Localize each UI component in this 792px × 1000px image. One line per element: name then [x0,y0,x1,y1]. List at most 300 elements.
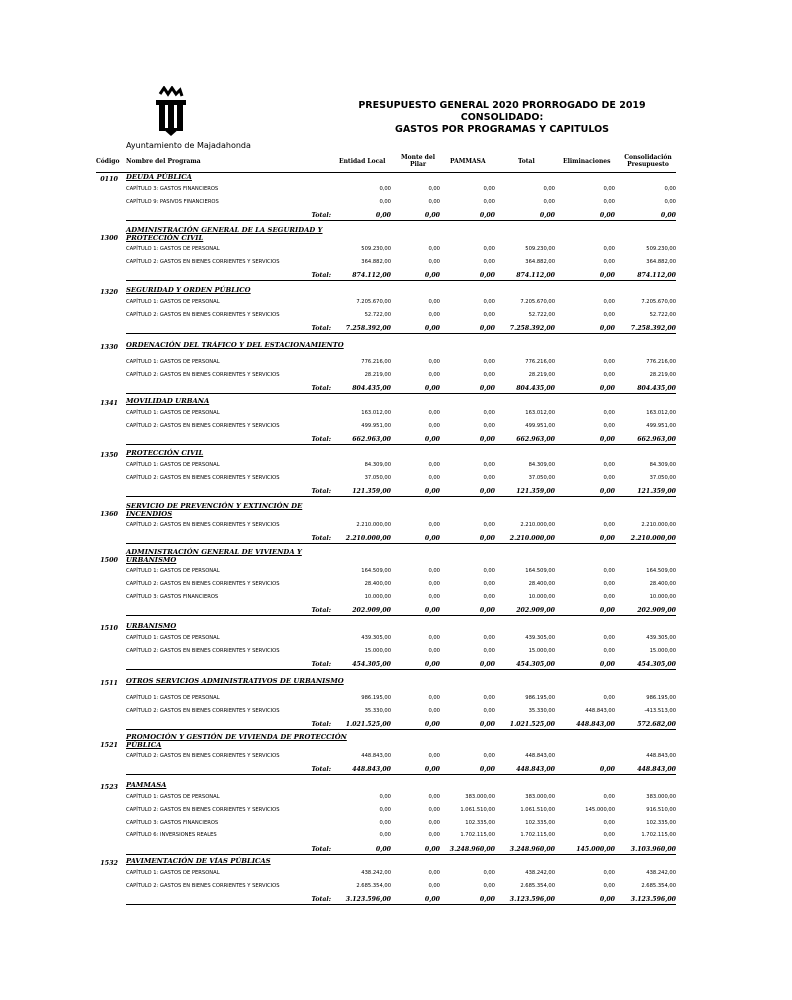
total-label: Total: [311,845,331,853]
total-value: 0,00 [424,721,440,729]
program-code: 1523 [100,783,118,791]
chapter-label: CAPÍTULO 3: GASTOS FINANCIEROS [126,593,219,600]
chapter-value: 1.702.115,00 [460,832,495,839]
program-rule [126,333,676,334]
total-value: 0,00 [424,212,440,220]
program-code: 1500 [100,556,118,564]
chapter-value: 28.219,00 [364,371,391,378]
chapter-value: 448.843,00 [361,753,391,759]
total-value: 0,00 [424,488,440,496]
program-code: 1360 [100,510,118,518]
total-label: Total: [311,896,331,904]
chapter-value: -413.513,00 [644,707,676,714]
chapter-value: 0,00 [428,695,440,701]
program-title: PÚBLICA [126,741,162,749]
chapter-label: CAPÍTULO 1: GASTOS DE PERSONAL [126,462,220,468]
chapter-value: 2.685.354,00 [520,882,555,889]
total-value: 0,00 [599,385,615,393]
chapter-value: 438.242,00 [525,870,555,876]
total-value: 0,00 [479,436,495,444]
chapter-value: 0,00 [428,580,440,587]
chapter-value: 1.702.115,00 [641,832,676,839]
chapter-value: 499.951,00 [525,422,555,429]
total-value: 0,00 [479,325,495,333]
program-rule [126,774,676,775]
total-value: 2.210.000,00 [630,535,676,543]
chapter-value: 509.230,00 [361,246,391,252]
chapter-label: CAPÍTULO 1: GASTOS DE PERSONAL [126,635,220,641]
chapter-value: 0,00 [428,359,440,365]
program-title: PAMMASA [126,781,167,789]
chapter-value: 0,00 [379,186,391,192]
chapter-value: 448.843,00 [585,707,615,714]
col-header-consolidacion-2: Presupuesto [627,161,669,168]
chapter-value: 0,00 [428,371,440,378]
total-value: 2.210.000,00 [345,535,391,543]
chapter-value: 0,00 [379,819,391,826]
program-rule [126,280,676,281]
total-value: 1.021.525,00 [509,721,555,729]
total-value: 0,00 [599,766,615,774]
chapter-label: CAPÍTULO 2: GASTOS EN BIENES CORRIENTES Y SERVICIOS [126,580,280,587]
chapter-value: 0,00 [428,753,440,759]
chapter-value: 438.242,00 [646,870,676,876]
total-value: 0,00 [479,766,495,774]
chapter-value: 28.400,00 [364,580,391,587]
col-header-eliminaciones: Eliminaciones [563,158,611,165]
chapter-value: 164.509,00 [525,568,555,574]
total-value: 0,00 [375,212,391,220]
chapter-value: 0,00 [428,707,440,714]
col-header-consolidacion [620,154,676,168]
total-value: 202.909,00 [352,606,391,614]
chapter-value: 10.000,00 [364,593,391,600]
chapter-value: 0,00 [483,246,495,252]
chapter-value: 0,00 [603,186,615,192]
total-value: 662.963,00 [637,436,676,444]
chapter-label: CAPÍTULO 2: GASTOS EN BIENES CORRIENTES Y SERVICIOS [126,311,280,318]
chapter-value: 0,00 [543,186,555,192]
chapter-value: 0,00 [428,568,440,574]
chapter-value: 1.061.510,00 [460,806,495,813]
chapter-value: 383.000,00 [646,794,676,800]
program-code: 1511 [100,679,118,687]
chapter-value: 84.309,00 [649,462,676,468]
total-value: 454.305,00 [352,661,391,669]
total-value: 3.103.960,00 [630,845,676,853]
total-label: Total: [311,325,331,333]
total-value: 0,00 [479,385,495,393]
chapter-value: 52.722,00 [364,311,391,318]
total-value: 3.123.596,00 [630,896,676,904]
total-value: 3.123.596,00 [345,896,391,904]
chapter-value: 0,00 [603,462,615,468]
chapter-value: 102.335,00 [646,819,676,826]
total-value: 0,00 [424,845,440,853]
chapter-value: 0,00 [379,794,391,800]
chapter-value: 0,00 [603,580,615,587]
chapter-value: 0,00 [603,371,615,378]
chapter-value: 0,00 [483,707,495,714]
total-value: 0,00 [599,896,615,904]
chapter-value: 0,00 [379,198,391,205]
total-value: 202.909,00 [637,606,676,614]
total-value: 0,00 [599,535,615,543]
chapter-value: 0,00 [428,794,440,800]
chapter-value: 0,00 [428,299,440,305]
chapter-label: CAPÍTULO 3: GASTOS FINANCIEROS [126,186,219,192]
total-value: 448.843,00 [576,721,615,729]
chapter-value: 0,00 [603,522,615,528]
chapter-value: 0,00 [603,299,615,305]
chapter-value: 0,00 [483,474,495,481]
total-value: 0,00 [479,606,495,614]
total-value: 454.305,00 [516,661,555,669]
col-header-total: Total [518,158,535,165]
program-title: SEGURIDAD Y ORDEN PÚBLICO [126,286,251,294]
chapter-value: 10.000,00 [649,593,676,600]
chapter-value: 0,00 [603,198,615,205]
chapter-value: 52.722,00 [649,311,676,318]
chapter-value: 0,00 [428,410,440,416]
chapter-value: 52.722,00 [528,311,555,318]
chapter-value: 0,00 [428,522,440,528]
chapter-value: 2.210.000,00 [356,522,391,528]
chapter-value: 164.509,00 [646,568,676,574]
chapter-label: CAPÍTULO 2: GASTOS EN BIENES CORRIENTES Y SERVICIOS [126,647,280,654]
program-title: ORDENACIÓN DEL TRÁFICO Y DEL ESTACIONAMIENTO [126,341,344,349]
document-title [330,100,674,136]
chapter-value: 439.305,00 [646,635,676,641]
program-title: INCENDIOS [126,510,173,518]
program-title: OTROS SERVICIOS ADMINISTRATIVOS DE URBANISMO [126,677,344,685]
chapter-value: 28.400,00 [649,580,676,587]
total-label: Total: [311,212,331,220]
chapter-value: 0,00 [603,422,615,429]
chapter-label: CAPÍTULO 9: PASIVOS FINANCIEROS [126,198,219,205]
chapter-value: 0,00 [483,753,495,759]
total-value: 0,00 [660,212,676,220]
chapter-value: 102.335,00 [525,819,555,826]
chapter-label: CAPÍTULO 2: GASTOS EN BIENES CORRIENTES Y SERVICIOS [126,474,280,481]
program-rule [126,220,676,221]
chapter-label: CAPÍTULO 1: GASTOS DE PERSONAL [126,410,220,416]
total-value: 0,00 [539,212,555,220]
chapter-value: 0,00 [483,258,495,265]
chapter-value: 776.216,00 [525,359,555,365]
chapter-value: 35.330,00 [364,707,391,714]
chapter-value: 163.012,00 [361,410,391,416]
chapter-value: 28.219,00 [649,371,676,378]
program-code: 1330 [100,343,118,351]
total-value: 0,00 [599,606,615,614]
col-header-codigo: Código [96,158,120,165]
total-value: 0,00 [424,766,440,774]
total-value: 0,00 [424,385,440,393]
chapter-value: 0,00 [603,870,615,876]
program-code: 1300 [100,234,118,242]
chapter-value: 15.000,00 [528,647,555,654]
chapter-value: 10.000,00 [528,593,555,600]
total-value: 7.258.392,00 [345,325,391,333]
col-header-nombre: Nombre del Programa [126,158,201,165]
total-value: 0,00 [479,272,495,280]
total-value: 2.210.000,00 [509,535,555,543]
total-value: 572.682,00 [637,721,676,729]
chapter-label: CAPÍTULO 2: GASTOS EN BIENES CORRIENTES Y SERVICIOS [126,753,280,759]
chapter-value: 916.510,00 [646,806,676,813]
program-title: PROMOCIÓN Y GESTIÓN DE VIVIENDA DE PROTECCIÓN [126,733,347,741]
chapter-value: 0,00 [428,832,440,839]
total-value: 0,00 [599,272,615,280]
program-code: 1521 [100,741,118,749]
chapter-value: 0,00 [483,568,495,574]
chapter-value: 28.400,00 [528,580,555,587]
chapter-value: 0,00 [428,593,440,600]
chapter-value: 37.050,00 [649,474,676,481]
total-value: 145.000,00 [576,845,615,853]
chapter-value: 0,00 [483,299,495,305]
program-code: 1510 [100,624,118,632]
chapter-value: 0,00 [603,882,615,889]
chapter-value: 0,00 [603,695,615,701]
total-label: Total: [311,661,331,669]
chapter-value: 0,00 [483,593,495,600]
program-code: 1341 [100,399,118,407]
total-value: 0,00 [479,661,495,669]
chapter-value: 0,00 [483,198,495,205]
total-value: 874.112,00 [637,272,676,280]
chapter-value: 15.000,00 [649,647,676,654]
col-header-monte-2: Pilar [409,161,427,168]
chapter-value: 102.335,00 [465,819,495,826]
total-value: 0,00 [599,661,615,669]
chapter-label: CAPÍTULO 2: GASTOS EN BIENES CORRIENTES Y SERVICIOS [126,707,280,714]
total-value: 0,00 [479,488,495,496]
majadahonda-logo-icon [150,86,192,138]
chapter-value: 2.685.354,00 [641,882,676,889]
chapter-value: 0,00 [428,870,440,876]
chapter-value: 2.685.354,00 [356,882,391,889]
program-rule [126,904,676,905]
total-label: Total: [311,488,331,496]
program-title: URBANISMO [126,556,177,564]
chapter-value: 0,00 [603,410,615,416]
chapter-value: 0,00 [603,311,615,318]
col-header-consolidacion-1: Consolidación [624,154,672,161]
total-value: 0,00 [375,845,391,853]
chapter-label: CAPÍTULO 2: GASTOS EN BIENES CORRIENTES Y SERVICIOS [126,882,280,889]
total-label: Total: [311,436,331,444]
program-code: 1350 [100,451,118,459]
chapter-value: 0,00 [483,410,495,416]
chapter-label: CAPÍTULO 1: GASTOS DE PERSONAL [126,568,220,574]
total-value: 804.435,00 [516,385,555,393]
chapter-value: 0,00 [603,647,615,654]
chapter-label: CAPÍTULO 2: GASTOS EN BIENES CORRIENTES Y SERVICIOS [126,806,280,813]
total-value: 0,00 [424,606,440,614]
chapter-label: CAPÍTULO 1: GASTOS DE PERSONAL [126,695,220,701]
chapter-value: 7.205.670,00 [356,299,391,305]
chapter-value: 164.509,00 [361,568,391,574]
program-title: ADMINISTRACIÓN GENERAL DE VIVIENDA Y [126,548,302,556]
total-value: 0,00 [599,212,615,220]
chapter-value: 439.305,00 [525,635,555,641]
total-value: 0,00 [599,325,615,333]
chapter-value: 0,00 [603,359,615,365]
program-title: SERVICIO DE PREVENCIÓN Y EXTINCIÓN DE [126,502,303,510]
chapter-label: CAPÍTULO 2: GASTOS EN BIENES CORRIENTES Y SERVICIOS [126,522,280,528]
total-value: 874.112,00 [516,272,555,280]
chapter-value: 364.882,00 [361,258,391,265]
chapter-value: 37.050,00 [364,474,391,481]
total-value: 121.359,00 [352,488,391,496]
chapter-value: 0,00 [483,186,495,192]
total-value: 0,00 [479,721,495,729]
chapter-value: 84.309,00 [528,462,555,468]
chapter-value: 0,00 [483,882,495,889]
chapter-value: 383.000,00 [465,794,495,800]
chapter-value: 0,00 [603,246,615,252]
total-value: 874.112,00 [352,272,391,280]
chapter-value: 0,00 [428,882,440,889]
chapter-value: 0,00 [483,647,495,654]
chapter-label: CAPÍTULO 6: INVERSIONES REALES [126,832,217,839]
chapter-value: 163.012,00 [525,410,555,416]
chapter-value: 0,00 [603,474,615,481]
chapter-value: 509.230,00 [525,246,555,252]
chapter-value: 448.843,00 [525,753,555,759]
total-label: Total: [311,766,331,774]
total-value: 662.963,00 [352,436,391,444]
total-label: Total: [311,385,331,393]
chapter-value: 163.012,00 [646,410,676,416]
program-rule [126,444,676,445]
chapter-label: CAPÍTULO 1: GASTOS DE PERSONAL [126,359,220,365]
total-value: 804.435,00 [637,385,676,393]
col-header-monte [396,154,440,168]
total-value: 0,00 [424,661,440,669]
chapter-value: 0,00 [664,186,676,192]
chapter-value: 2.210.000,00 [641,522,676,528]
total-value: 0,00 [599,436,615,444]
chapter-value: 0,00 [428,186,440,192]
title-line-1: PRESUPUESTO GENERAL 2020 PRORROGADO DE 2019 [358,100,646,111]
total-label: Total: [311,272,331,280]
chapter-value: 0,00 [428,246,440,252]
program-rule [126,615,676,616]
program-rule [126,669,676,670]
chapter-value: 0,00 [483,522,495,528]
chapter-value: 499.951,00 [361,422,391,429]
chapter-value: 1.061.510,00 [520,806,555,813]
program-rule [126,496,676,497]
chapter-label: CAPÍTULO 1: GASTOS DE PERSONAL [126,246,220,252]
chapter-value: 1.702.115,00 [520,832,555,839]
chapter-value: 0,00 [428,462,440,468]
chapter-value: 0,00 [428,258,440,265]
program-title: ADMINISTRACIÓN GENERAL DE LA SEGURIDAD Y [126,226,323,234]
chapter-value: 2.210.000,00 [520,522,555,528]
total-value: 7.258.392,00 [509,325,555,333]
chapter-label: CAPÍTULO 2: GASTOS EN BIENES CORRIENTES Y SERVICIOS [126,371,280,378]
program-title: URBANISMO [126,622,177,630]
program-rule [126,854,676,855]
chapter-value: 0,00 [483,462,495,468]
chapter-value: 499.951,00 [646,422,676,429]
program-title: PROTECCIÓN CIVIL [126,234,204,242]
chapter-value: 986.195,00 [361,695,391,701]
chapter-value: 0,00 [603,819,615,826]
chapter-value: 145.000,00 [585,806,615,813]
chapter-value: 0,00 [379,806,391,813]
program-code: 0110 [100,175,118,183]
chapter-value: 28.219,00 [528,371,555,378]
total-value: 0,00 [479,896,495,904]
total-value: 448.843,00 [637,766,676,774]
chapter-value: 0,00 [428,647,440,654]
chapter-value: 35.330,00 [528,707,555,714]
chapter-value: 84.309,00 [364,462,391,468]
chapter-value: 7.205.670,00 [641,299,676,305]
chapter-value: 0,00 [603,258,615,265]
total-value: 662.963,00 [516,436,555,444]
chapter-value: 7.205.670,00 [520,299,555,305]
program-title: PROTECCIÓN CIVIL [126,449,204,457]
total-label: Total: [311,721,331,729]
program-code: 1532 [100,859,118,867]
chapter-value: 0,00 [483,695,495,701]
program-rule [126,393,676,394]
chapter-value: 0,00 [603,832,615,839]
chapter-label: CAPÍTULO 3: GASTOS FINANCIEROS [126,819,219,826]
total-value: 121.359,00 [637,488,676,496]
chapter-value: 364.882,00 [525,258,555,265]
chapter-value: 0,00 [603,568,615,574]
chapter-value: 37.050,00 [528,474,555,481]
chapter-value: 448.843,00 [646,753,676,759]
title-line-2: CONSOLIDADO: [460,112,544,123]
total-value: 202.909,00 [516,606,555,614]
chapter-value: 364.882,00 [646,258,676,265]
total-value: 121.359,00 [516,488,555,496]
col-header-pammasa: PAMMASA [450,158,486,165]
chapter-value: 15.000,00 [364,647,391,654]
org-name: Ayuntamiento de Majadahonda [126,141,251,150]
chapter-value: 0,00 [603,593,615,600]
chapter-value: 0,00 [379,832,391,839]
chapter-value: 0,00 [428,474,440,481]
total-label: Total: [311,606,331,614]
chapter-label: CAPÍTULO 2: GASTOS EN BIENES CORRIENTES Y SERVICIOS [126,422,280,429]
chapter-value: 0,00 [483,870,495,876]
chapter-value: 776.216,00 [361,359,391,365]
chapter-label: CAPÍTULO 1: GASTOS DE PERSONAL [126,299,220,305]
chapter-value: 0,00 [428,635,440,641]
chapter-value: 0,00 [603,794,615,800]
chapter-value: 0,00 [483,635,495,641]
total-value: 0,00 [424,535,440,543]
chapter-value: 0,00 [603,635,615,641]
program-rule [126,543,676,544]
chapter-value: 0,00 [483,311,495,318]
chapter-value: 986.195,00 [525,695,555,701]
chapter-value: 0,00 [664,198,676,205]
chapter-value: 438.242,00 [361,870,391,876]
total-value: 0,00 [424,325,440,333]
total-value: 3.123.596,00 [509,896,555,904]
total-value: 0,00 [424,896,440,904]
